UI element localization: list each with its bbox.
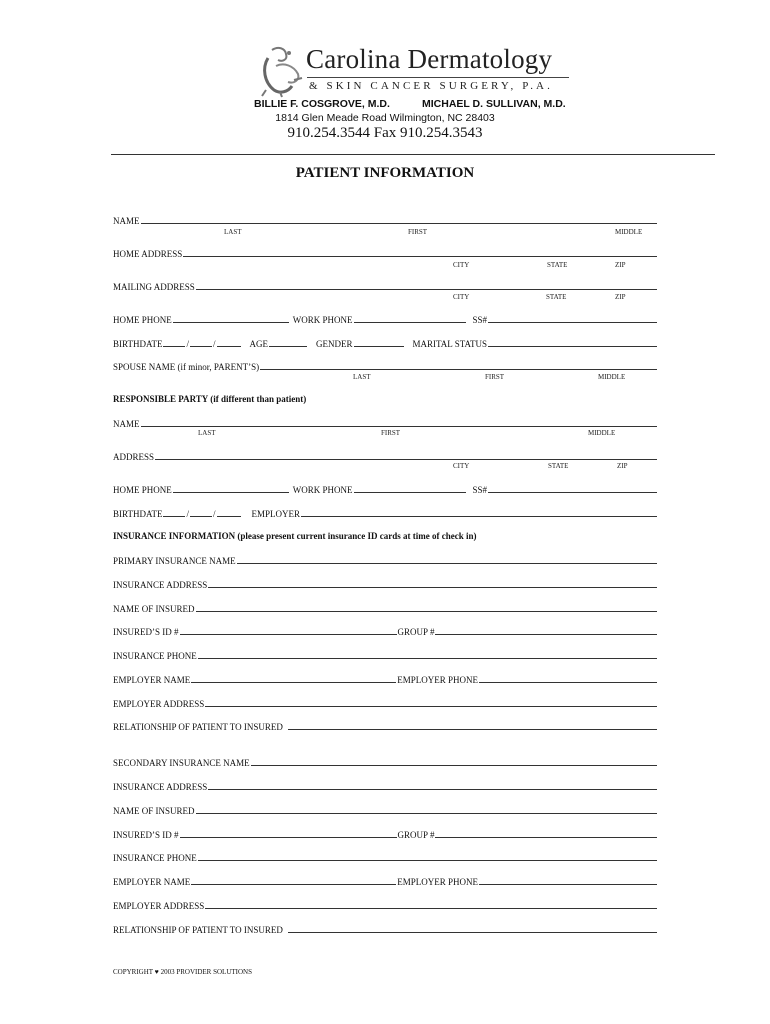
patient-name-field[interactable] <box>141 214 658 224</box>
secondary-employer-address-field[interactable] <box>205 899 657 909</box>
mailing-address-field[interactable] <box>196 280 657 290</box>
secondary-insurance-phone-field[interactable] <box>198 851 657 861</box>
responsible-birth-month-field[interactable] <box>163 507 185 517</box>
secondary-employer-address-row: EMPLOYER ADDRESS <box>113 899 658 913</box>
secondary-insured-name-row: NAME OF INSURED <box>113 804 658 818</box>
birth-year-field[interactable] <box>217 337 241 347</box>
clinic-subtitle: & SKIN CANCER SURGERY, P.A. <box>309 80 553 92</box>
primary-employer-address-field[interactable] <box>205 697 657 707</box>
secondary-insurance-name-field[interactable] <box>251 756 657 766</box>
spouse-name-row: SPOUSE NAME (if minor, PARENT’S) <box>113 360 658 374</box>
primary-employer-row: EMPLOYER NAME EMPLOYER PHONE <box>113 673 658 687</box>
primary-insured-name-field[interactable] <box>196 602 657 612</box>
secondary-group-field[interactable] <box>435 828 657 838</box>
turtle-logo-icon <box>258 44 306 98</box>
primary-employer-phone-field[interactable] <box>479 673 657 683</box>
responsible-home-phone-field[interactable] <box>173 483 289 493</box>
doctor-name-1: BILLIE F. COSGROVE, M.D. <box>254 98 390 110</box>
primary-insurance-name-row: PRIMARY INSURANCE NAME <box>113 554 658 568</box>
page-title: PATIENT INFORMATION <box>295 165 475 181</box>
secondary-employer-name-field[interactable] <box>191 875 396 885</box>
primary-employer-name-field[interactable] <box>191 673 396 683</box>
birth-day-field[interactable] <box>190 337 212 347</box>
responsible-address-row: ADDRESS <box>113 450 658 464</box>
responsible-address-field[interactable] <box>155 450 657 460</box>
logo-divider <box>307 77 569 78</box>
primary-relationship-field[interactable] <box>288 720 657 730</box>
responsible-name-row: NAME <box>113 417 658 431</box>
primary-insured-id-row: INSURED’S ID # GROUP # <box>113 625 658 639</box>
responsible-name-field[interactable] <box>141 417 658 427</box>
secondary-insured-id-field[interactable] <box>180 828 397 838</box>
responsible-phone-row: HOME PHONE WORK PHONE SS# <box>113 483 658 497</box>
secondary-insurance-phone-row: INSURANCE PHONE <box>113 851 658 865</box>
responsible-employer-field[interactable] <box>301 507 657 517</box>
patient-demographics-row: BIRTHDATE / / AGE GENDER MARITAL STATUS <box>113 337 658 351</box>
secondary-relationship-field[interactable] <box>288 923 657 933</box>
secondary-insurance-address-row: INSURANCE ADDRESS <box>113 780 658 794</box>
clinic-address: 1814 Glen Meade Road Wilmington, NC 28403 <box>275 112 495 124</box>
doctor-name-2: MICHAEL D. SULLIVAN, M.D. <box>422 98 566 110</box>
primary-insurance-name-field[interactable] <box>237 554 657 564</box>
responsible-party-heading: RESPONSIBLE PARTY (if different than patient) <box>113 394 307 404</box>
mailing-address-row: MAILING ADDRESS <box>113 280 658 294</box>
copyright-footer: COPYRIGHT ♥ 2003 PROVIDER SOLUTIONS <box>113 968 252 976</box>
marital-status-field[interactable] <box>488 337 657 347</box>
responsible-work-phone-field[interactable] <box>354 483 466 493</box>
primary-insurance-address-field[interactable] <box>208 578 657 588</box>
ss-field[interactable] <box>488 313 657 323</box>
home-phone-field[interactable] <box>173 313 289 323</box>
birth-month-field[interactable] <box>163 337 185 347</box>
secondary-insured-id-row: INSURED’S ID # GROUP # <box>113 828 658 842</box>
patient-phone-row: HOME PHONE WORK PHONE SS# <box>113 313 658 327</box>
responsible-birth-employer-row: BIRTHDATE / / EMPLOYER <box>113 507 658 521</box>
primary-relationship-row: RELATIONSHIP OF PATIENT TO INSURED <box>113 720 658 734</box>
gender-field[interactable] <box>354 337 404 347</box>
primary-employer-address-row: EMPLOYER ADDRESS <box>113 697 658 711</box>
primary-insured-name-row: NAME OF INSURED <box>113 602 658 616</box>
work-phone-field[interactable] <box>354 313 466 323</box>
secondary-employer-phone-field[interactable] <box>479 875 657 885</box>
primary-group-field[interactable] <box>435 625 657 635</box>
clinic-name: Carolina Dermatology <box>306 44 553 74</box>
primary-insurance-phone-field[interactable] <box>198 649 657 659</box>
patient-name-row: NAME <box>113 214 658 228</box>
responsible-ss-field[interactable] <box>488 483 657 493</box>
primary-insured-id-field[interactable] <box>180 625 397 635</box>
secondary-relationship-row: RELATIONSHIP OF PATIENT TO INSURED <box>113 923 658 937</box>
responsible-birth-day-field[interactable] <box>190 507 212 517</box>
primary-insurance-address-row: INSURANCE ADDRESS <box>113 578 658 592</box>
secondary-insured-name-field[interactable] <box>196 804 657 814</box>
secondary-employer-row: EMPLOYER NAME EMPLOYER PHONE <box>113 875 658 889</box>
primary-insurance-phone-row: INSURANCE PHONE <box>113 649 658 663</box>
home-address-field[interactable] <box>183 247 657 257</box>
responsible-birth-year-field[interactable] <box>217 507 241 517</box>
home-address-row: HOME ADDRESS <box>113 247 658 261</box>
secondary-insurance-name-row: SECONDARY INSURANCE NAME <box>113 756 658 770</box>
spouse-name-field[interactable] <box>260 360 657 370</box>
insurance-heading: INSURANCE INFORMATION (please present current insurance ID cards at time of check in) <box>113 531 477 541</box>
secondary-insurance-address-field[interactable] <box>208 780 657 790</box>
header-divider <box>111 154 715 155</box>
age-field[interactable] <box>269 337 307 347</box>
clinic-phones: 910.254.3544 Fax 910.254.3543 <box>287 125 483 141</box>
